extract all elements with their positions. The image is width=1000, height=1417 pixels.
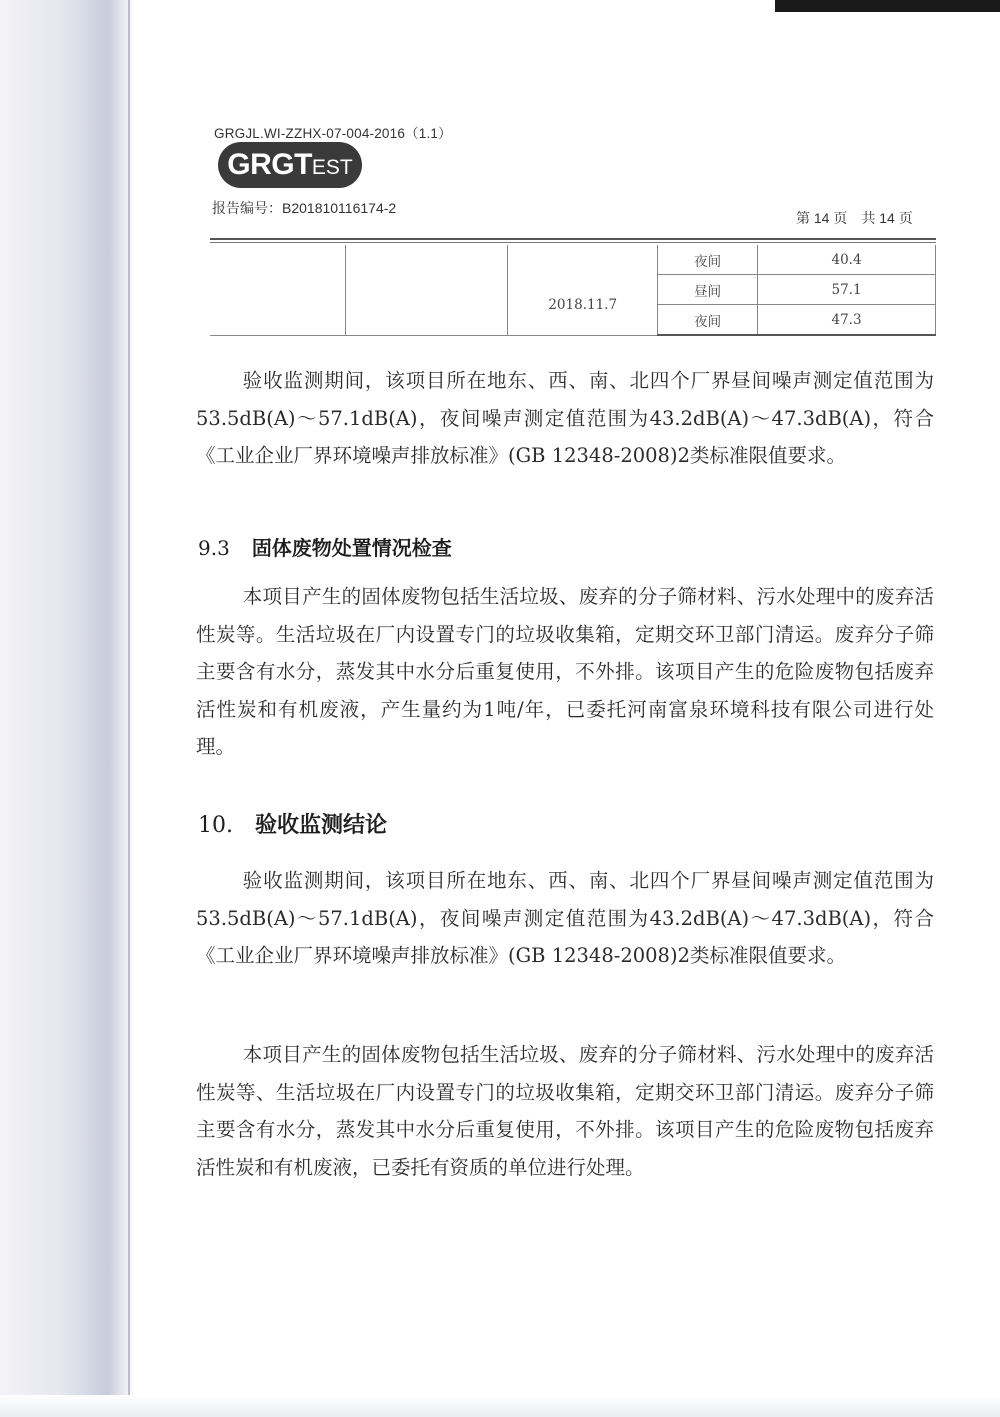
table-row: [210, 245, 936, 275]
page-indicator: 第 14 页 共 14 页: [796, 210, 913, 226]
document-code: GRGJL.WI-ZZHX-07-004-2016（1.1）: [214, 126, 452, 141]
gutter-fold-line: [128, 0, 130, 1417]
date-cell: 2018.11.7: [508, 275, 658, 336]
table-top-rule-thin: [210, 242, 936, 243]
solid-waste-paragraph: 本项目产生的固体废物包括生活垃圾、废弃的分子筛材料、污水处理中的废弃活性炭等。生活垃圾在厂内设置专门的垃圾收集箱，定期交环卫部门清运。废弃分子筛主要含有水分，蒸发其中水分后重复使用，不外排。该项目产生的危险废物包括废弃活性炭和有机废液，产生量约为1吨/年，已委托河南富泉环境科技有限公司进行处理。: [196, 585, 934, 758]
section-title: 固体废物处置情况检查: [251, 536, 452, 560]
noise-table: [210, 245, 936, 336]
period-cell: 夜间: [658, 245, 758, 275]
period-cell: 昼间: [658, 275, 758, 305]
book-gutter: [0, 0, 135, 1417]
grgtest-logo: [218, 142, 362, 188]
table-cell: [210, 245, 346, 335]
table-top-rule: [210, 238, 936, 240]
section-number: 9.3: [198, 536, 230, 560]
value-cell: 40.4: [758, 245, 936, 275]
logo-text: GRGTEST: [227, 148, 353, 181]
table-cell: [346, 245, 508, 335]
table-cell: [508, 245, 658, 275]
value-cell: 47.3: [758, 305, 936, 336]
scan-edge-bar: [775, 0, 1000, 12]
scan-bottom-edge: [0, 1395, 1000, 1417]
section-title: 验收监测结论: [255, 813, 388, 838]
section-heading-9-3: [198, 532, 452, 561]
conclusion-noise-paragraph: 验收监测期间，该项目所在地东、西、南、北四个厂界昼间噪声测定值范围为53.5dB(A)～57.1dB(A)，夜间噪声测定值范围为43.2dB(A)～47.3dB(A)，符合《工业企业厂界环境噪声排放标准》(GB 12348-2008)2类标准限值要求。: [196, 869, 934, 967]
report-number: 报告编号：B201810116174-2: [212, 200, 397, 216]
conclusion-waste-paragraph: 本项目产生的固体废物包括生活垃圾、废弃的分子筛材料、污水处理中的废弃活性炭等、生活垃圾在厂内设置专门的垃圾收集箱，定期交环卫部门清运。废弃分子筛主要含有水分，蒸发其中水分后重复使用，不外排。该项目产生的危险废物包括废弃活性炭和有机废液，已委托有资质的单位进行处理。: [196, 1043, 934, 1179]
section-number: 10.: [198, 813, 233, 838]
value-cell: 57.1: [758, 275, 936, 305]
period-cell: 夜间: [658, 305, 758, 336]
section-heading-10: [198, 808, 387, 839]
noise-summary-paragraph: 验收监测期间，该项目所在地东、西、南、北四个厂界昼间噪声测定值范围为53.5dB(A)～57.1dB(A)，夜间噪声测定值范围为43.2dB(A)～47.3dB(A)，符合《工业企业厂界环境噪声排放标准》(GB 12348-2008)2类标准限值要求。: [196, 369, 934, 467]
